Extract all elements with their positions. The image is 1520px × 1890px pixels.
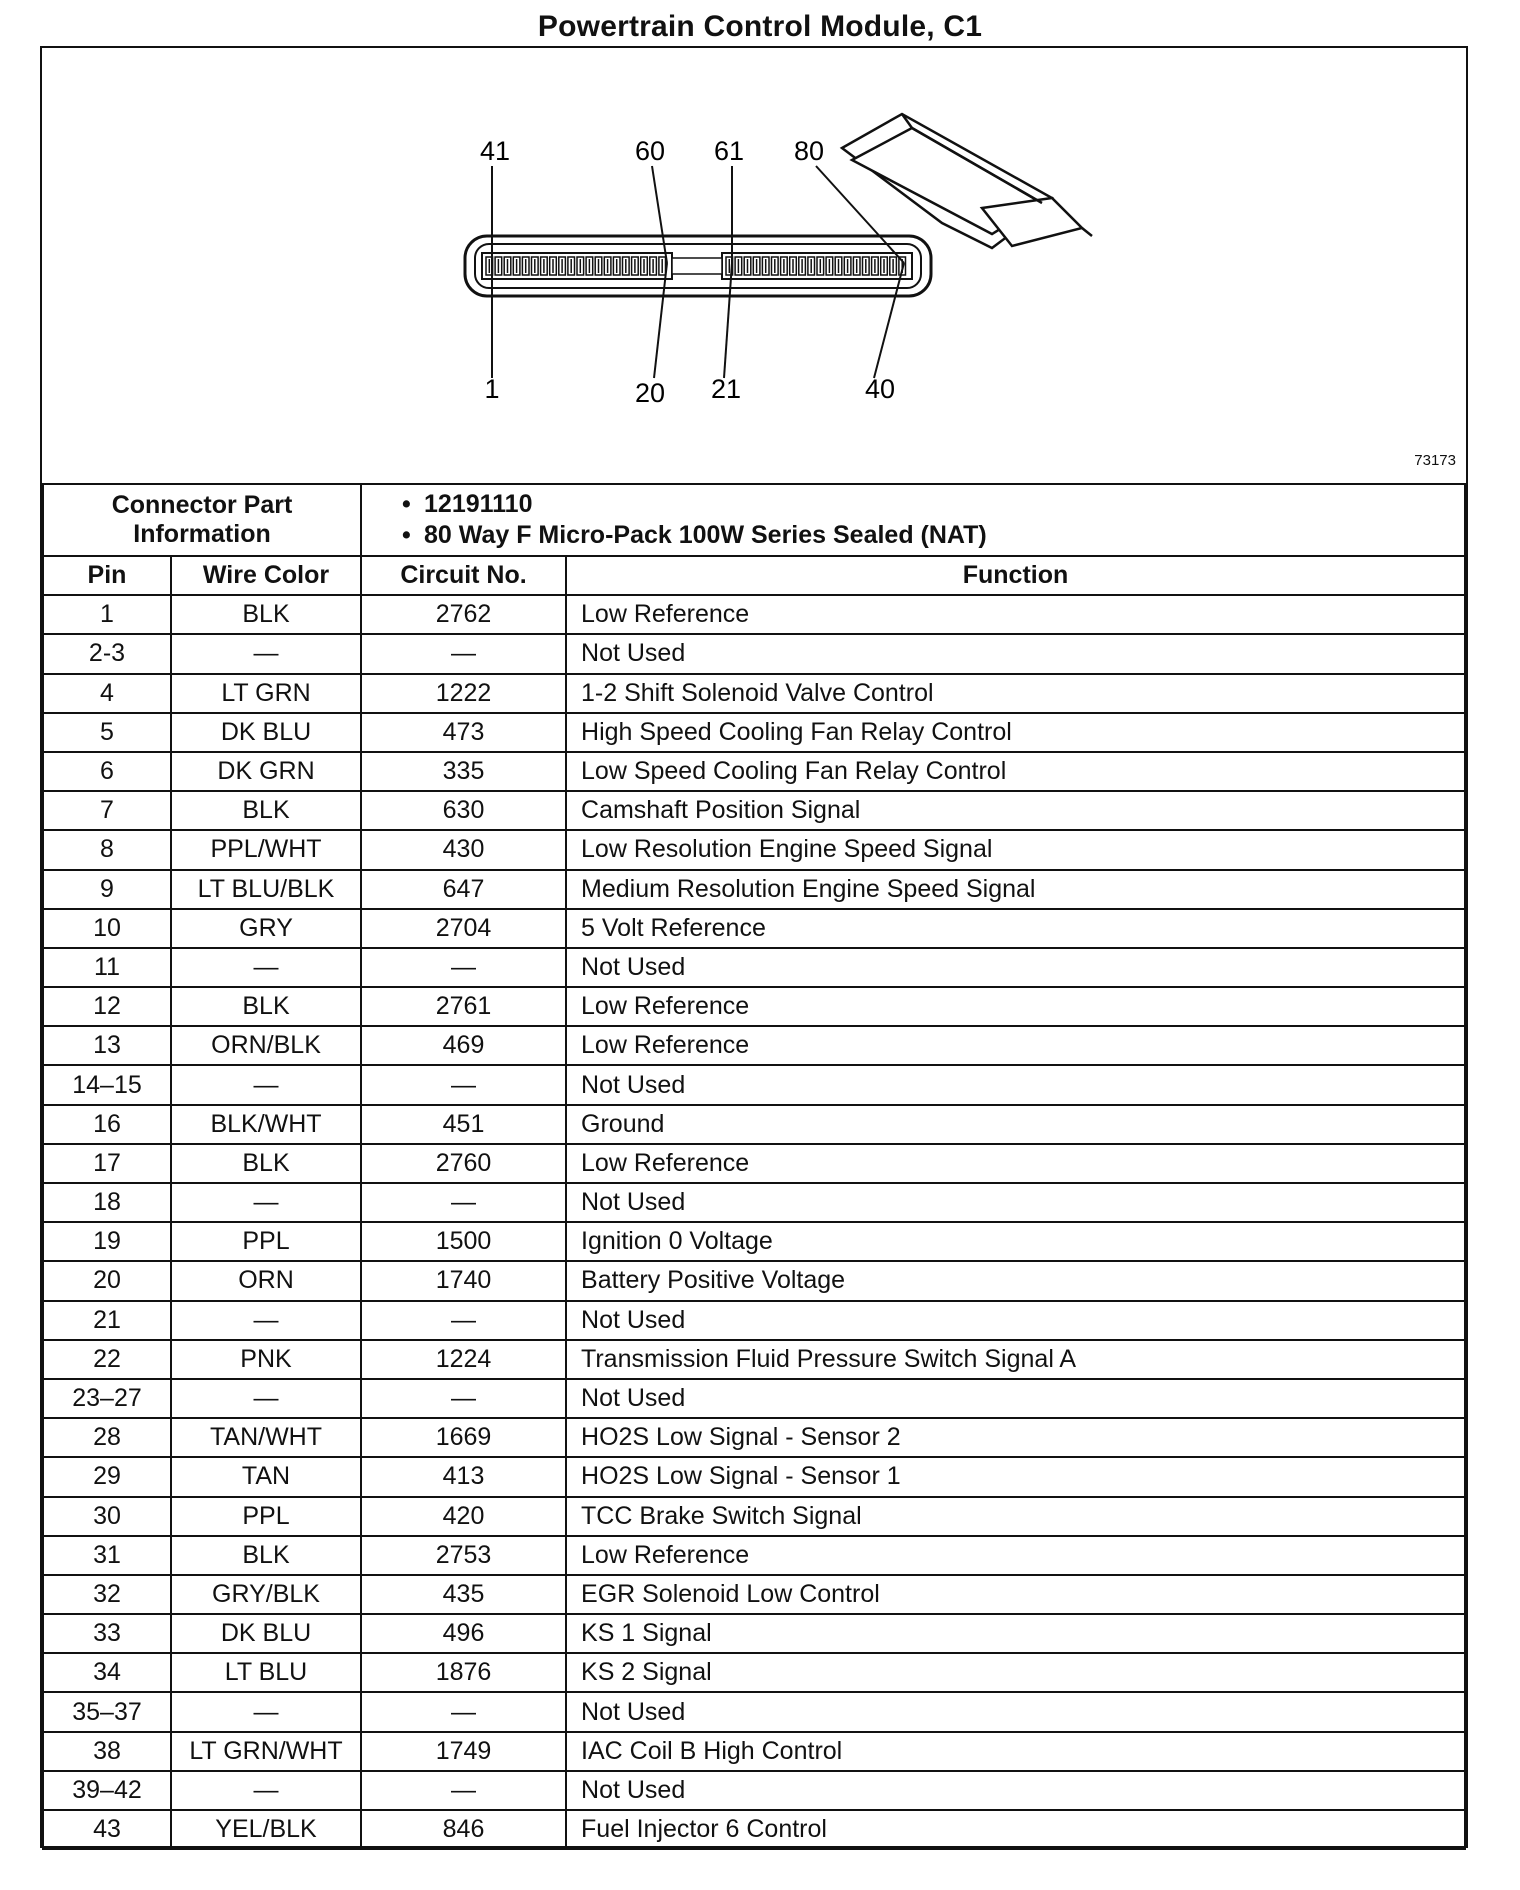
- circuit-cell: —: [361, 1771, 566, 1810]
- wire-color-cell: LT GRN: [171, 674, 361, 713]
- function-cell: KS 1 Signal: [566, 1614, 1465, 1653]
- col-header-circuit: Circuit No.: [361, 556, 566, 595]
- connector-part-number: • 12191110: [402, 490, 533, 518]
- wire-color-cell: GRY/BLK: [171, 1575, 361, 1614]
- circuit-cell: 1500: [361, 1222, 566, 1261]
- circuit-cell: —: [361, 1692, 566, 1731]
- function-cell: Not Used: [566, 1771, 1465, 1810]
- circuit-cell: 2761: [361, 987, 566, 1026]
- pin-cell: 31: [43, 1536, 171, 1575]
- wire-color-cell: YEL/BLK: [171, 1810, 361, 1849]
- pin-cell: 30: [43, 1497, 171, 1536]
- function-cell: Battery Positive Voltage: [566, 1261, 1465, 1300]
- pin-cell: 5: [43, 713, 171, 752]
- function-cell: Not Used: [566, 634, 1465, 673]
- circuit-cell: —: [361, 1301, 566, 1340]
- circuit-cell: 1740: [361, 1261, 566, 1300]
- wire-color-cell: LT GRN/WHT: [171, 1732, 361, 1771]
- connector-description: • 80 Way F Micro-Pack 100W Series Sealed (NAT): [402, 521, 987, 549]
- wire-color-cell: TAN: [171, 1457, 361, 1496]
- function-cell: Not Used: [566, 1692, 1465, 1731]
- pin-cell: 29: [43, 1457, 171, 1496]
- circuit-cell: 496: [361, 1614, 566, 1653]
- table-row: [43, 1536, 1465, 1575]
- table-row: [43, 1771, 1465, 1810]
- function-cell: Camshaft Position Signal: [566, 791, 1465, 830]
- table-row: [43, 1575, 1465, 1614]
- wire-color-cell: BLK/WHT: [171, 1105, 361, 1144]
- function-cell: 1-2 Shift Solenoid Valve Control: [566, 674, 1465, 713]
- pin-cell: 14–15: [43, 1065, 171, 1104]
- function-cell: Transmission Fluid Pressure Switch Signal A: [566, 1340, 1465, 1379]
- pin-label-61: 61: [713, 136, 745, 166]
- circuit-cell: —: [361, 1065, 566, 1104]
- wire-color-cell: BLK: [171, 595, 361, 634]
- pin-label-80: 80: [793, 136, 825, 166]
- circuit-cell: 1224: [361, 1340, 566, 1379]
- table-row: [43, 1418, 1465, 1457]
- col-header-function: Function: [566, 556, 1465, 595]
- connector-body: [465, 236, 931, 296]
- function-cell: Low Resolution Engine Speed Signal: [566, 830, 1465, 869]
- wire-color-cell: BLK: [171, 1144, 361, 1183]
- pin-cell: 21: [43, 1301, 171, 1340]
- connector-info-label: Connector Part Information: [43, 484, 361, 556]
- pin-cell: 18: [43, 1183, 171, 1222]
- table-row: [43, 1065, 1465, 1104]
- circuit-cell: 630: [361, 791, 566, 830]
- table-row: [43, 1301, 1465, 1340]
- table-row: [43, 830, 1465, 869]
- pin-cell: 17: [43, 1144, 171, 1183]
- circuit-cell: —: [361, 1183, 566, 1222]
- function-cell: 5 Volt Reference: [566, 909, 1465, 948]
- wire-color-cell: GRY: [171, 909, 361, 948]
- col-header-pin: Pin: [43, 556, 171, 595]
- wire-color-cell: BLK: [171, 987, 361, 1026]
- circuit-cell: 413: [361, 1457, 566, 1496]
- connector-frame: [40, 46, 1468, 1848]
- function-cell: Low Reference: [566, 1026, 1465, 1065]
- wire-color-cell: ORN: [171, 1261, 361, 1300]
- table-row: [43, 634, 1465, 673]
- circuit-cell: 2762: [361, 595, 566, 634]
- table-row: [43, 1026, 1465, 1065]
- circuit-cell: 1876: [361, 1653, 566, 1692]
- pin-cell: 6: [43, 752, 171, 791]
- table-header-row: [43, 556, 1465, 595]
- circuit-cell: —: [361, 948, 566, 987]
- pin-label-20: 20: [634, 378, 666, 408]
- connector-info-list: [361, 484, 1465, 556]
- circuit-cell: 647: [361, 870, 566, 909]
- wire-color-cell: LT BLU: [171, 1653, 361, 1692]
- wire-color-cell: —: [171, 1771, 361, 1810]
- connector-side-view: [842, 114, 1092, 248]
- pin-label-21: 21: [710, 374, 742, 404]
- pin-cell: 43: [43, 1810, 171, 1849]
- wire-color-cell: —: [171, 1379, 361, 1418]
- circuit-cell: 435: [361, 1575, 566, 1614]
- pin-cell: 33: [43, 1614, 171, 1653]
- function-cell: Low Reference: [566, 1144, 1465, 1183]
- function-cell: KS 2 Signal: [566, 1653, 1465, 1692]
- function-cell: Low Reference: [566, 987, 1465, 1026]
- pin-cell: 22: [43, 1340, 171, 1379]
- function-cell: Not Used: [566, 1301, 1465, 1340]
- table-row: [43, 1692, 1465, 1731]
- connector-info-row: [43, 484, 1465, 556]
- wire-color-cell: —: [171, 1301, 361, 1340]
- circuit-cell: 1669: [361, 1418, 566, 1457]
- connector-illustration: [42, 48, 1466, 483]
- wire-color-cell: PPL/WHT: [171, 830, 361, 869]
- function-cell: Not Used: [566, 1183, 1465, 1222]
- pin-cell: 20: [43, 1261, 171, 1300]
- pin-cell: 16: [43, 1105, 171, 1144]
- wire-color-cell: ORN/BLK: [171, 1026, 361, 1065]
- circuit-cell: 1749: [361, 1732, 566, 1771]
- connector-diagram: [42, 48, 1466, 483]
- table-row: [43, 1261, 1465, 1300]
- function-cell: TCC Brake Switch Signal: [566, 1497, 1465, 1536]
- wire-color-cell: DK BLU: [171, 713, 361, 752]
- wire-color-cell: PNK: [171, 1340, 361, 1379]
- pin-cell: 19: [43, 1222, 171, 1261]
- figure-id: 73173: [1414, 452, 1456, 469]
- pin-cell: 34: [43, 1653, 171, 1692]
- pin-cell: 32: [43, 1575, 171, 1614]
- table-row: [43, 1614, 1465, 1653]
- table-row: [43, 1653, 1465, 1692]
- table-row: [43, 870, 1465, 909]
- wire-color-cell: —: [171, 948, 361, 987]
- table-row: [43, 948, 1465, 987]
- table-row: [43, 987, 1465, 1026]
- circuit-cell: 430: [361, 830, 566, 869]
- pin-cell: 1: [43, 595, 171, 634]
- circuit-cell: 846: [361, 1810, 566, 1849]
- circuit-cell: 420: [361, 1497, 566, 1536]
- function-cell: IAC Coil B High Control: [566, 1732, 1465, 1771]
- pin-label-40: 40: [864, 374, 896, 404]
- table-row: [43, 1222, 1465, 1261]
- table-row: [43, 1340, 1465, 1379]
- function-cell: Not Used: [566, 948, 1465, 987]
- circuit-cell: —: [361, 1379, 566, 1418]
- function-cell: Low Speed Cooling Fan Relay Control: [566, 752, 1465, 791]
- wire-color-cell: LT BLU/BLK: [171, 870, 361, 909]
- pin-label-60: 60: [634, 136, 666, 166]
- function-cell: Not Used: [566, 1379, 1465, 1418]
- circuit-cell: 451: [361, 1105, 566, 1144]
- wire-color-cell: BLK: [171, 1536, 361, 1575]
- circuit-cell: —: [361, 634, 566, 673]
- wire-color-cell: —: [171, 634, 361, 673]
- bullet-icon: •: [402, 521, 411, 549]
- pin-cell: 4: [43, 674, 171, 713]
- table-row: [43, 1457, 1465, 1496]
- col-header-wire-color: Wire Color: [171, 556, 361, 595]
- table-row: [43, 1183, 1465, 1222]
- wire-color-cell: BLK: [171, 791, 361, 830]
- function-cell: HO2S Low Signal - Sensor 2: [566, 1418, 1465, 1457]
- table-row: [43, 752, 1465, 791]
- wire-color-cell: PPL: [171, 1222, 361, 1261]
- table-row: [43, 1497, 1465, 1536]
- pin-cell: 28: [43, 1418, 171, 1457]
- function-cell: Ground: [566, 1105, 1465, 1144]
- function-cell: Ignition 0 Voltage: [566, 1222, 1465, 1261]
- table-row: [43, 1732, 1465, 1771]
- wire-color-cell: DK BLU: [171, 1614, 361, 1653]
- circuit-cell: 335: [361, 752, 566, 791]
- circuit-cell: 2704: [361, 909, 566, 948]
- circuit-cell: 2760: [361, 1144, 566, 1183]
- circuit-cell: 473: [361, 713, 566, 752]
- circuit-cell: 2753: [361, 1536, 566, 1575]
- pin-cell: 35–37: [43, 1692, 171, 1731]
- table-row: [43, 595, 1465, 634]
- table-row: [43, 1810, 1465, 1849]
- wire-color-cell: DK GRN: [171, 752, 361, 791]
- function-cell: Low Reference: [566, 1536, 1465, 1575]
- pin-cell: 38: [43, 1732, 171, 1771]
- wire-color-cell: —: [171, 1692, 361, 1731]
- function-cell: EGR Solenoid Low Control: [566, 1575, 1465, 1614]
- wire-color-cell: PPL: [171, 1497, 361, 1536]
- pin-cell: 10: [43, 909, 171, 948]
- wire-color-cell: TAN/WHT: [171, 1418, 361, 1457]
- circuit-cell: 1222: [361, 674, 566, 713]
- circuit-cell: 469: [361, 1026, 566, 1065]
- table-row: [43, 713, 1465, 752]
- wire-color-cell: —: [171, 1183, 361, 1222]
- function-cell: HO2S Low Signal - Sensor 1: [566, 1457, 1465, 1496]
- function-cell: Medium Resolution Engine Speed Signal: [566, 870, 1465, 909]
- pin-cell: 9: [43, 870, 171, 909]
- pin-cell: 11: [43, 948, 171, 987]
- document-title: Powertrain Control Module, C1: [537, 10, 983, 43]
- table-row: [43, 791, 1465, 830]
- pin-cell: 7: [43, 791, 171, 830]
- pinout-table: [42, 483, 1466, 1850]
- pin-cell: 2-3: [43, 634, 171, 673]
- wire-color-cell: —: [171, 1065, 361, 1104]
- function-cell: Fuel Injector 6 Control: [566, 1810, 1465, 1849]
- table-row: [43, 1379, 1465, 1418]
- table-row: [43, 909, 1465, 948]
- pin-label-41: 41: [479, 136, 511, 166]
- pin-cell: 23–27: [43, 1379, 171, 1418]
- pin-cell: 8: [43, 830, 171, 869]
- pin-cell: 12: [43, 987, 171, 1026]
- bullet-icon: •: [402, 490, 411, 518]
- pin-cell: 39–42: [43, 1771, 171, 1810]
- function-cell: Low Reference: [566, 595, 1465, 634]
- table-row: [43, 674, 1465, 713]
- pin-label-1: 1: [484, 374, 500, 404]
- table-row: [43, 1105, 1465, 1144]
- function-cell: High Speed Cooling Fan Relay Control: [566, 713, 1465, 752]
- function-cell: Not Used: [566, 1065, 1465, 1104]
- table-row: [43, 1144, 1465, 1183]
- pin-cell: 13: [43, 1026, 171, 1065]
